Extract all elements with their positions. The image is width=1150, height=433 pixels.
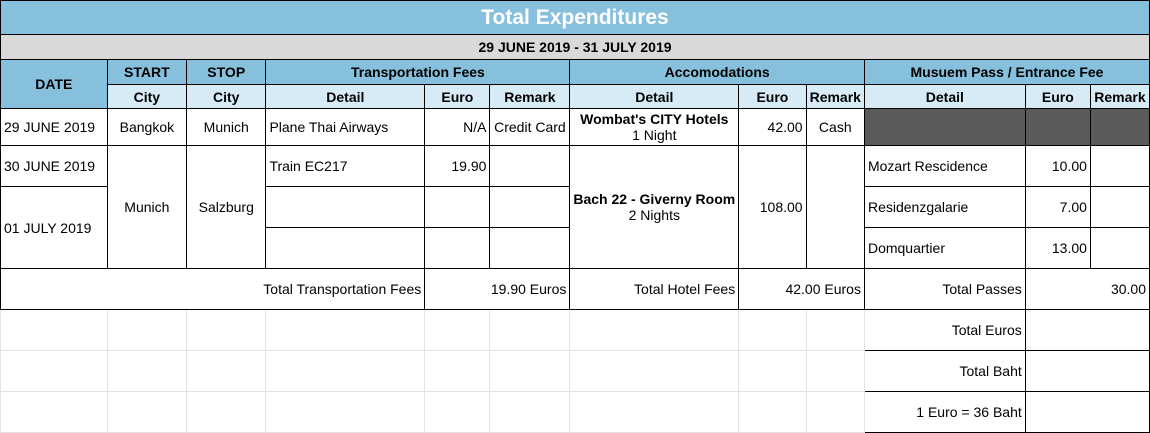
museum-detail-cell[interactable]: Mozart Rescidence [864,146,1025,187]
header-museum[interactable]: Musuem Pass / Entrance Fee [864,60,1149,85]
hotel-remark-cell[interactable] [806,146,864,269]
exchange-rate-value[interactable] [1025,392,1149,433]
empty-cell[interactable] [806,351,864,392]
museum-detail-cell[interactable]: Domquartier [864,228,1025,269]
transport-remark-cell[interactable] [490,187,570,228]
hotel-euro-cell[interactable]: 108.00 [739,146,806,269]
date-range[interactable]: 29 JUNE 2019 - 31 JULY 2019 [1,35,1150,60]
empty-cell[interactable] [490,351,570,392]
empty-cell[interactable] [1,351,108,392]
hotel-name: Wombat's CITY Hotels [580,111,729,127]
transport-euro-cell[interactable] [425,187,490,228]
transport-euro-cell[interactable]: N/A [425,109,490,146]
empty-cell[interactable] [570,392,739,433]
hotel-detail-cell[interactable] [570,109,739,146]
subheader-hotel-remark[interactable]: Remark [806,85,864,109]
museum-remark-cell[interactable] [1090,187,1149,228]
transport-euro-cell[interactable] [425,228,490,269]
total-hotel-label[interactable]: Total Hotel Fees [570,269,739,310]
hotel-name: Bach 22 - Giverny Room [573,191,736,207]
subheader-transport-remark[interactable]: Remark [490,85,570,109]
total-baht-value[interactable] [1025,351,1149,392]
empty-cell[interactable] [425,351,490,392]
empty-cell[interactable] [570,310,739,351]
stop-city-cell[interactable]: Munich [187,109,266,146]
empty-cell[interactable] [490,310,570,351]
hotel-remark-cell[interactable]: Cash [806,109,864,146]
date-cell[interactable]: 30 JUNE 2019 [1,146,108,187]
empty-cell[interactable] [570,351,739,392]
total-euros-label[interactable]: Total Euros [864,310,1025,351]
empty-cell[interactable] [739,351,806,392]
museum-remark-cell[interactable] [1090,146,1149,187]
header-accommodations[interactable]: Accomodations [570,60,865,85]
subheader-museum-detail[interactable]: Detail [864,85,1025,109]
empty-cell[interactable] [107,392,186,433]
header-transportation[interactable]: Transportation Fees [266,60,570,85]
empty-cell[interactable] [806,392,864,433]
empty-cell[interactable] [107,351,186,392]
transport-detail-cell[interactable] [266,228,425,269]
museum-remark-cell[interactable] [1090,228,1149,269]
hotel-nights: 2 Nights [628,207,680,223]
empty-cell[interactable] [266,351,425,392]
total-euros-value[interactable] [1025,310,1149,351]
empty-cell[interactable] [266,392,425,433]
transport-remark-cell[interactable]: Credit Card [490,109,570,146]
start-city-cell[interactable]: Munich [107,146,186,269]
subheader-transport-detail[interactable]: Detail [266,85,425,109]
exchange-rate-label[interactable]: 1 Euro = 36 Baht [864,392,1025,433]
header-date[interactable]: DATE [1,60,108,109]
empty-cell[interactable] [187,392,266,433]
hotel-nights: 1 Night [632,127,677,143]
total-passes-value[interactable]: 30.00 [1025,269,1149,310]
empty-cell[interactable] [739,392,806,433]
museum-euro-cell[interactable] [1025,109,1090,146]
empty-cell[interactable] [107,310,186,351]
subheader-museum-remark[interactable]: Remark [1090,85,1149,109]
museum-detail-cell[interactable]: Residenzgalarie [864,187,1025,228]
subheader-hotel-detail[interactable]: Detail [570,85,739,109]
hotel-euro-cell[interactable]: 42.00 [739,109,806,146]
empty-cell[interactable] [806,310,864,351]
empty-cell[interactable] [425,310,490,351]
transport-remark-cell[interactable] [490,146,570,187]
date-cell[interactable]: 29 JUNE 2019 [1,109,108,146]
empty-cell[interactable] [266,310,425,351]
empty-cell[interactable] [739,310,806,351]
museum-detail-cell[interactable] [864,109,1025,146]
transport-remark-cell[interactable] [490,228,570,269]
museum-euro-cell[interactable]: 13.00 [1025,228,1090,269]
header-stop[interactable]: STOP [187,60,266,85]
header-start[interactable]: START [107,60,186,85]
total-baht-label[interactable]: Total Baht [864,351,1025,392]
transport-detail-cell[interactable]: Train EC217 [266,146,425,187]
empty-cell[interactable] [187,310,266,351]
stop-city-cell[interactable]: Salzburg [187,146,266,269]
start-city-cell[interactable]: Bangkok [107,109,186,146]
subheader-hotel-euro[interactable]: Euro [739,85,806,109]
museum-remark-cell[interactable] [1090,109,1149,146]
total-transport-label[interactable]: Total Transportation Fees [1,269,425,310]
empty-cell[interactable] [425,392,490,433]
subheader-museum-euro[interactable]: Euro [1025,85,1090,109]
date-cell[interactable]: 01 JULY 2019 [1,187,108,269]
transport-euro-cell[interactable]: 19.90 [425,146,490,187]
museum-euro-cell[interactable]: 10.00 [1025,146,1090,187]
hotel-detail-cell[interactable] [570,146,739,269]
subheader-start-city[interactable]: City [107,85,186,109]
transport-detail-cell[interactable]: Plane Thai Airways [266,109,425,146]
transport-detail-cell[interactable] [266,187,425,228]
empty-cell[interactable] [1,392,108,433]
empty-cell[interactable] [187,351,266,392]
sheet-title[interactable]: Total Expenditures [1,1,1150,35]
subheader-stop-city[interactable]: City [187,85,266,109]
total-hotel-value[interactable]: 42.00 Euros [739,269,865,310]
museum-euro-cell[interactable]: 7.00 [1025,187,1090,228]
subheader-transport-euro[interactable]: Euro [425,85,490,109]
empty-cell[interactable] [490,392,570,433]
empty-cell[interactable] [1,310,108,351]
total-passes-label[interactable]: Total Passes [864,269,1025,310]
total-transport-value[interactable]: 19.90 Euros [425,269,570,310]
